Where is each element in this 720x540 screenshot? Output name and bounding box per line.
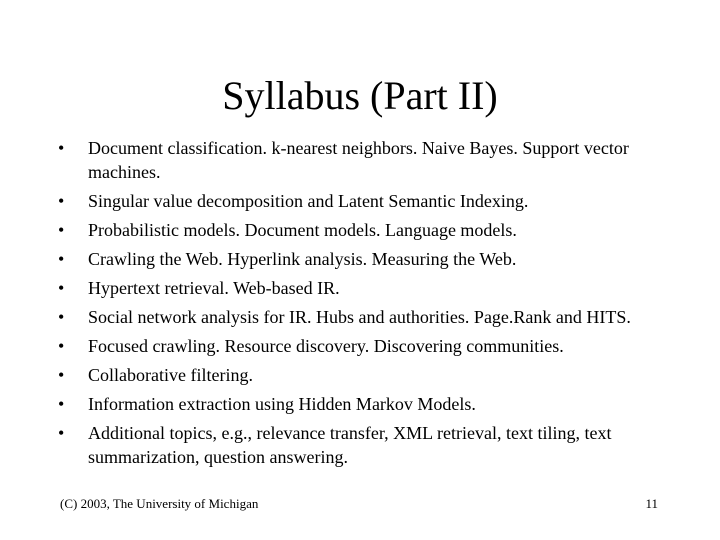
bullet-icon: • [58, 220, 65, 240]
list-item-text: Hypertext retrieval. Web-based IR. [88, 278, 340, 298]
list-item [56, 392, 656, 416]
list-item-text: Document classification. k-nearest neighbors. Naive Bayes. Support vector machines. [88, 138, 629, 182]
list-item [56, 363, 656, 387]
list-item [56, 136, 656, 184]
bullet-icon: • [58, 278, 65, 298]
bullet-icon: • [58, 336, 65, 356]
list-item-text: Probabilistic models. Document models. Language models. [88, 220, 517, 240]
list-item-text: Collaborative filtering. [88, 365, 253, 385]
footer-copyright: (C) 2003, The University of Michigan [60, 496, 259, 511]
slide-title: Syllabus (Part II) [222, 73, 498, 118]
bullet-icon: • [58, 394, 65, 414]
list-item [56, 247, 656, 271]
bullet-icon: • [58, 138, 65, 158]
list-item-text: Social network analysis for IR. Hubs and authorities. Page.Rank and HITS. [88, 307, 631, 327]
list-item-text: Crawling the Web. Hyperlink analysis. Measuring the Web. [88, 249, 517, 269]
bullet-icon: • [58, 307, 65, 327]
list-item [56, 218, 656, 242]
list-item [56, 276, 656, 300]
list-item-text: Additional topics, e.g., relevance transfer, XML retrieval, text tiling, text summarization, question answering. [88, 423, 612, 467]
bullet-list [56, 136, 656, 474]
bullet-icon: • [58, 423, 65, 443]
list-item [56, 421, 656, 469]
list-item-text: Singular value decomposition and Latent Semantic Indexing. [88, 191, 529, 211]
bullet-icon: • [58, 365, 65, 385]
list-item-text: Focused crawling. Resource discovery. Discovering communities. [88, 336, 564, 356]
list-item [56, 189, 656, 213]
bullet-icon: • [58, 191, 65, 211]
bullet-icon: • [58, 249, 65, 269]
list-item-text: Information extraction using Hidden Markov Models. [88, 394, 476, 414]
list-item [56, 305, 656, 329]
list-item [56, 334, 656, 358]
page-number: 11 [645, 496, 658, 511]
